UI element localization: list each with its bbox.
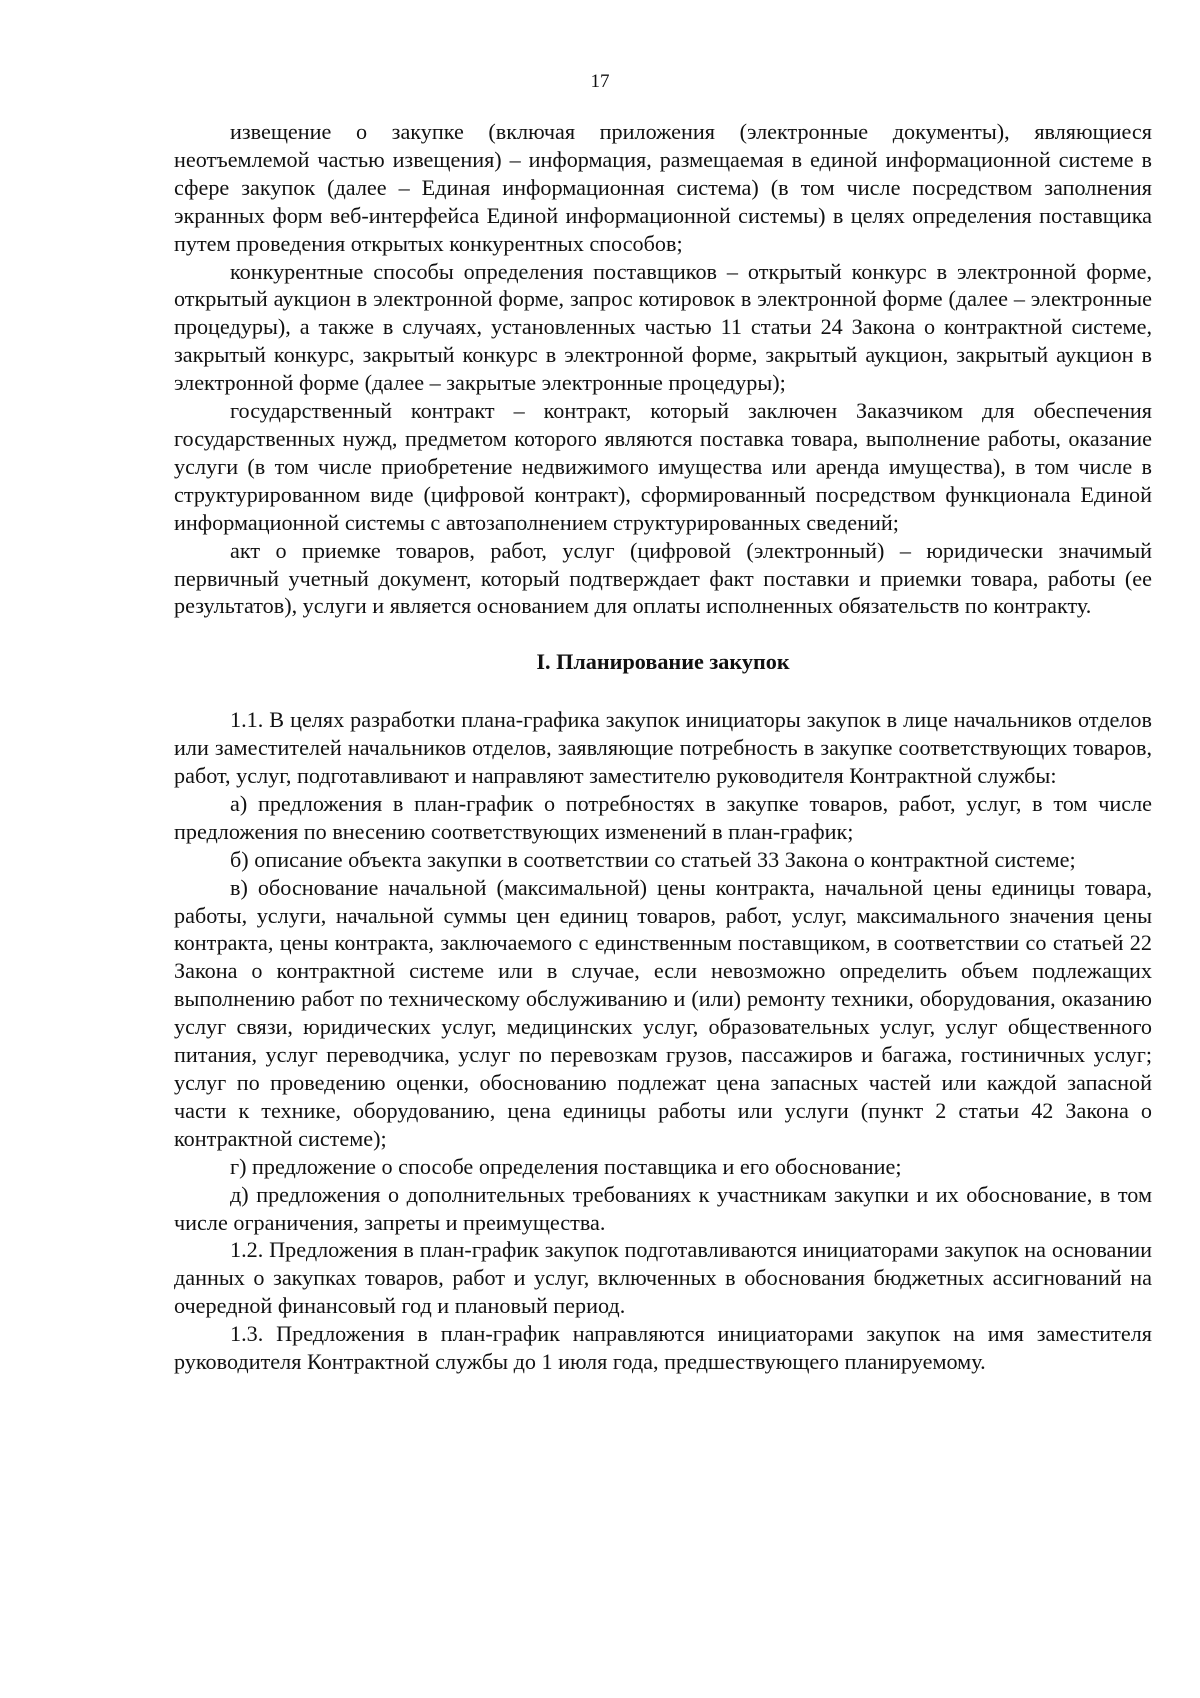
section-paragraph: 1.2. Предложения в план-график закупок подготавливаются инициаторами закупок на основании данных о закупках товаров, работ и услуг, включенных в обоснования бюджетных ассигнований на очередной финансовый год и плановый период.	[174, 1237, 1152, 1319]
section-paragraph: д) предложения о дополнительных требованиях к участникам закупки и их обоснование, в том числе ограничения, запреты и преимущества.	[174, 1181, 1152, 1235]
section-heading: I. Планирование закупок	[536, 649, 790, 675]
section-paragraph: в) обоснование начальной (максимальной) цены контракта, начальной цены единицы товара, работы, услуги, начальной суммы цен единиц товаров, работ, услуг, максимального значения цены контракта, цены контракта, заключаемого с единственным поставщиком, в соответствии со статьей 22 Закона о контрактной системе или в случае, если невозможно определить объем подлежащих выполнению работ по техническому обслуживанию и (или) ремонту техники, оборудования, оказанию услуг связи, юридических услуг, медицинских услуг, образовательных услуг, услуг общественного питания, услуг переводчика, услуг по перевозкам грузов, пассажиров и багажа, гостиничных услуг; услуг по проведению оценки, обоснованию подлежат цена запасных частей или каждой запасной части к технике, оборудованию, цена единицы работы или услуги (пункт 2 статьи 42 Закона о контрактной системе);	[174, 874, 1152, 1151]
section-paragraph: 1.1. В целях разработки плана-графика закупок инициаторы закупок в лице начальников отделов или заместителей начальников отделов, заявляющие потребность в закупке соответствующих товаров, работ, услуг, подготавливают и направляют заместителю руководителя Контрактной службы:	[174, 707, 1152, 789]
definition-paragraph: государственный контракт – контракт, который заключен Заказчиком для обеспечения государственных нужд, предметом которого являются поставка товара, выполнение работы, оказание услуги (в том числе приобретение недвижимого имущества или аренда имущества), в том числе в структурированном виде (цифровой контракт), сформированный посредством функционала Единой информационной системы с автозаполнением структурированных сведений;	[174, 398, 1152, 535]
definition-paragraph: извещение о закупке (включая приложения (электронные документы), являющиеся неотъемлемой частью извещения) – информация, размещаемая в единой информационной системе в сфере закупок (далее – Единая информационная система) (в том числе посредством заполнения экранных форм веб-интерфейса Единой информационной системы) в целях определения поставщика путем проведения открытых конкурентных способов;	[174, 119, 1152, 256]
definition-paragraph: акт о приемке товаров, работ, услуг (цифровой (электронный) – юридически значимый первичный учетный документ, который подтверждает факт поставки и приемки товара, работы (ее результатов), услуги и является основанием для оплаты исполненных обязательств по контракту.	[174, 537, 1152, 619]
section-paragraph: 1.3. Предложения в план-график направляются инициаторами закупок на имя заместителя руководителя Контрактной службы до 1 июля года, предшествующего планируемому.	[174, 1321, 1152, 1375]
document-body	[174, 118, 1152, 1376]
section-paragraph: а) предложения в план-график о потребностях в закупке товаров, работ, услуг, в том числе предложения по внесению соответствующих изменений в план-график;	[174, 790, 1152, 844]
page-number: 17	[590, 71, 610, 92]
definition-paragraph: конкурентные способы определения поставщиков – открытый конкурс в электронной форме, открытый аукцион в электронной форме, запрос котировок в электронной форме (далее – электронные процедуры), а также в случаях, установленных частью 11 статьи 24 Закона о контрактной системе, закрытый конкурс, закрытый конкурс в электронной форме, закрытый аукцион, закрытый аукцион в электронной форме (далее – закрытые электронные процедуры);	[174, 258, 1152, 396]
section-paragraph: б) описание объекта закупки в соответствии со статьей 33 Закона о контрактной системе;	[230, 846, 1076, 872]
section-paragraph: г) предложение о способе определения поставщика и его обоснование;	[230, 1153, 902, 1179]
